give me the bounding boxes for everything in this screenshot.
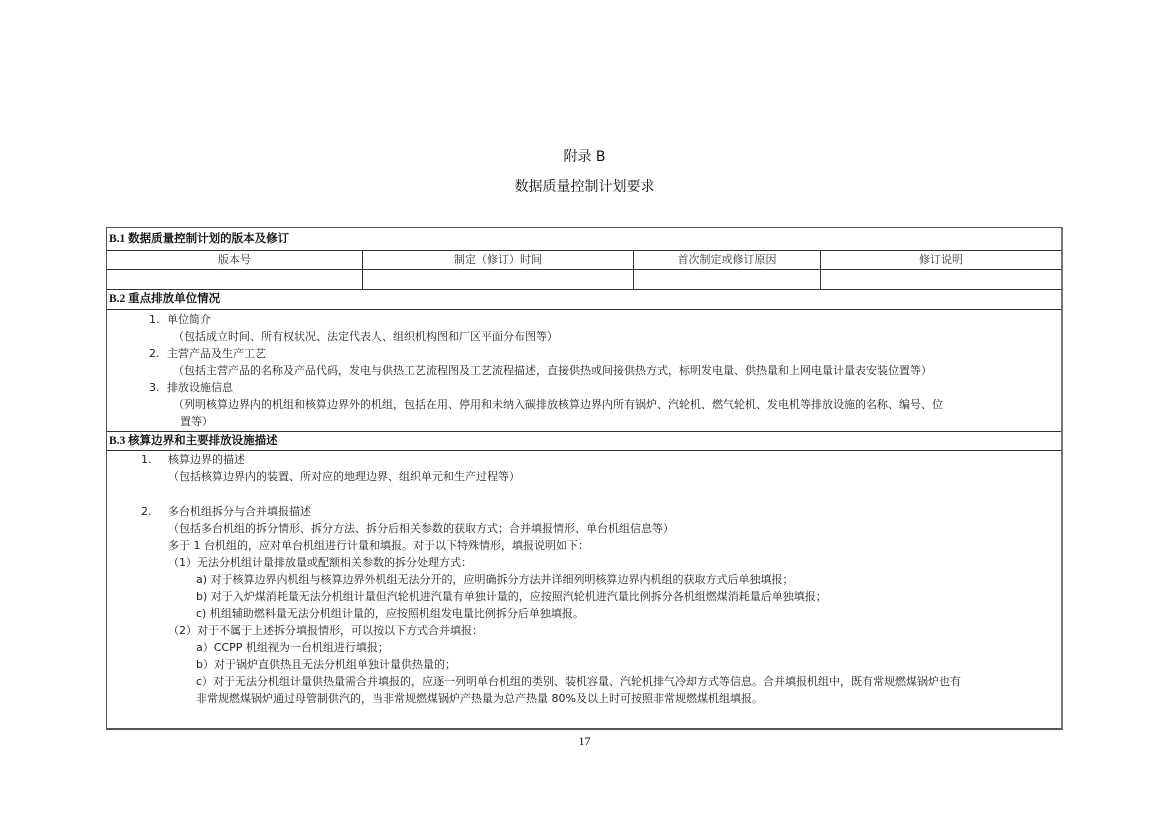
col-version: 版本号 [107, 251, 363, 269]
b2-item-2-desc: （包括主营产品的名称及产品代码，发电与供热工艺流程图及工艺流程描述，直接供热或间接供热方式，标明发电量、供热量和上网电量计量表安装位置等） [173, 364, 932, 377]
section-b1-heading: B.1 数据质量控制计划的版本及修订 [107, 228, 1061, 251]
b2-item-1-desc: （包括成立时间、所有权状况、法定代表人、组织机构图和厂区平面分布图等） [173, 330, 558, 343]
cell-revision-time[interactable] [363, 270, 634, 289]
b2-item-2-title: 主营产品及生产工艺 [167, 347, 266, 360]
b3-item-2-num: 2. [141, 505, 152, 518]
requirements-table [106, 227, 1063, 730]
b3-item-1-num: 1. [141, 453, 152, 466]
b3-case1-title: （1）无法分机组计量排放量或配额相关参数的拆分处理方式： [168, 556, 472, 569]
b2-item-1-title: 单位简介 [167, 313, 211, 326]
b2-item-1-num: 1. [149, 313, 160, 326]
col-revision-notes: 修订说明 [919, 253, 963, 266]
col-revision-reason: 首次制定或修订原因 [634, 251, 821, 269]
page-title: 数据质量控制计划要求 [514, 179, 655, 195]
b3-item-2-title: 多台机组拆分与合并填报描述 [168, 505, 311, 518]
b3-case2-c-line2: 非常规燃煤锅炉通过母管制供汽的，当非常规燃煤锅炉产热量为总产热量 80%及以上时可按照非常规燃煤机组填报。 [196, 692, 763, 705]
b2-item-2-num: 2. [149, 347, 160, 360]
cell-version[interactable] [107, 270, 363, 289]
col-revision-time: 制定（修订）时间 [363, 251, 634, 269]
cell-revision-reason[interactable] [634, 270, 821, 289]
appendix-label: 附录 B [563, 149, 606, 165]
b3-item-1-desc: （包括核算边界内的装置、所对应的地理边界、组织单元和生产过程等） [168, 470, 520, 483]
page-number: 17 [578, 734, 591, 748]
b2-item-3-title: 排放设施信息 [167, 381, 233, 394]
b3-item-2-desc: （包括多台机组的拆分情形、拆分方法、拆分后相关参数的获取方式；合并填报情形、单台机组信息等） [168, 522, 674, 535]
b3-case2-title: （2）对于不属于上述拆分填报情形，可以按以下方式合并填报： [168, 624, 483, 637]
section-b2-heading: B.2 重点排放单位情况 [107, 290, 1061, 310]
section-b2-content [107, 310, 1061, 432]
b2-item-3-desc-line1: （列明核算边界内的机组和核算边界外的机组，包括在用、停用和未纳入碳排放核算边界内所有锅炉、汽轮机、燃气轮机、发电机等排放设施的名称、编号、位 [173, 398, 943, 411]
cell-revision-notes[interactable] [821, 270, 1061, 289]
b3-case2-b: b）对于锅炉直供热且无法分机组单独计量供热量的； [196, 658, 456, 671]
b3-case1-a: a) 对于核算边界内机组与核算边界外机组无法分开的，应明确拆分方法并详细列明核算边界内机组的获取方式后单独填报； [196, 573, 794, 586]
b3-case1-b: b) 对于入炉煤消耗量无法分机组计量但汽轮机进汽量有单独计量的，应按照汽轮机进汽量比例拆分各机组燃煤消耗量后单独填报； [196, 590, 827, 603]
b3-case2-c-line1: c）对于无法分机组计量供热量需合并填报的，应逐一列明单台机组的类别、装机容量、汽轮机排气冷却方式等信息。合并填报机组中，既有常规燃煤锅炉也有 [196, 675, 962, 688]
b2-item-3-desc-line2: 置等） [180, 415, 213, 428]
b1-data-row [107, 270, 1061, 290]
section-b3-content [107, 451, 1061, 728]
b1-header-row [107, 251, 1061, 270]
b2-item-3-num: 3. [149, 381, 160, 394]
b3-case2-a: a）CCPP 机组视为一台机组进行填报； [196, 641, 389, 654]
section-b3-heading: B.3 核算边界和主要排放设施描述 [107, 432, 1061, 451]
b3-case1-c: c) 机组辅助燃料量无法分机组计量的，应按照机组发电量比例拆分后单独填报。 [196, 607, 584, 620]
b3-item-1-title: 核算边界的描述 [168, 453, 245, 466]
b3-intro: 多于 1 台机组的，应对单台机组进行计量和填报。对于以下特殊情形，填报说明如下： [168, 539, 589, 552]
